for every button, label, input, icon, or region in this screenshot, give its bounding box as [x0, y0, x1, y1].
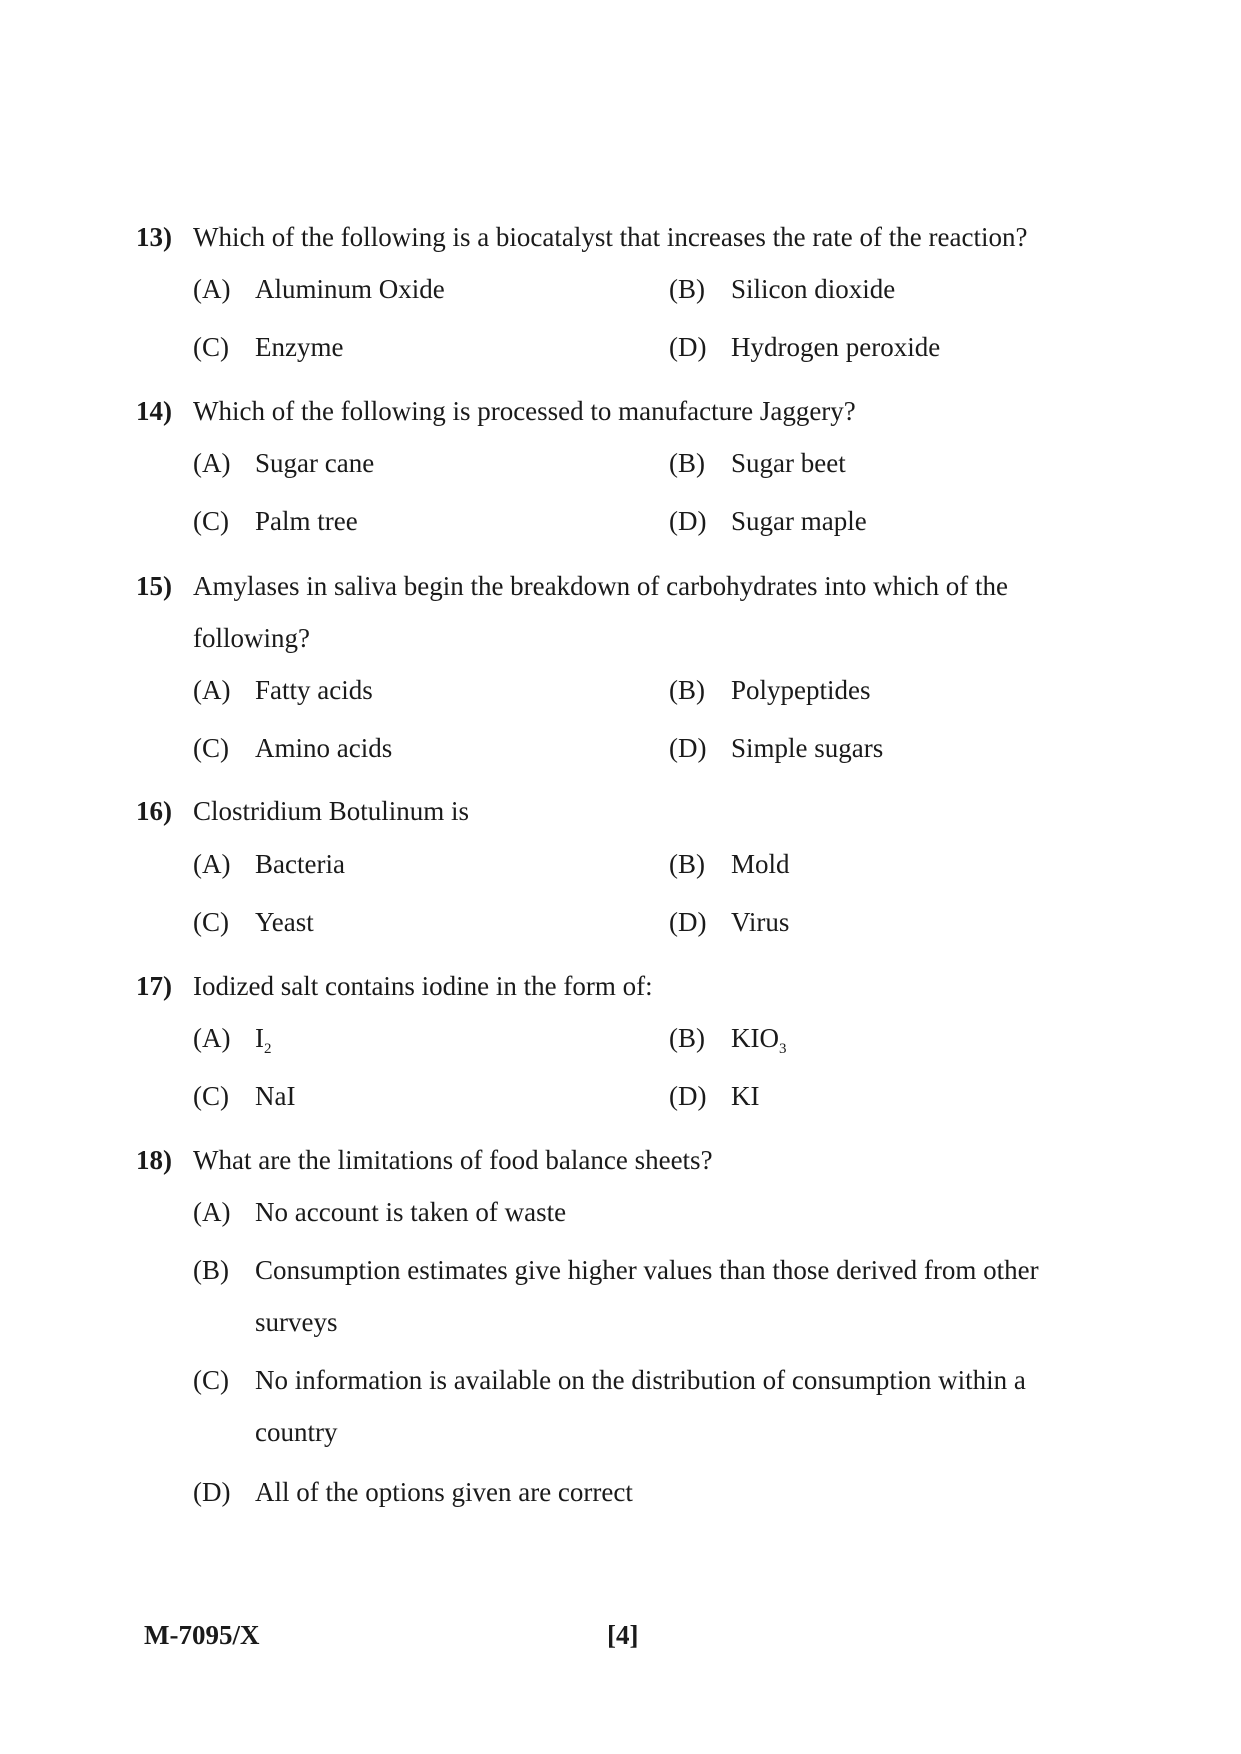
- option-label: (B): [669, 448, 705, 478]
- option-b: [669, 437, 846, 489]
- option-text: Silicon dioxide: [731, 274, 896, 304]
- page-number: [4]: [607, 1620, 639, 1650]
- option-text: Palm tree: [255, 506, 358, 536]
- option-label: (D): [669, 907, 707, 937]
- question-number: 14): [136, 396, 172, 426]
- option-subscript: 3: [779, 1041, 787, 1057]
- option-label: (A): [193, 1197, 231, 1227]
- option-text: Hydrogen peroxide: [731, 332, 941, 362]
- option-text: NaI: [255, 1081, 296, 1111]
- option-label: (C): [193, 506, 229, 536]
- option-text: Bacteria: [255, 849, 345, 879]
- question-text: Iodized salt contains iodine in the form of:: [193, 971, 653, 1001]
- option-c: [193, 1070, 295, 1122]
- option-label: (B): [669, 1023, 705, 1053]
- option-text: KIO: [731, 1023, 779, 1053]
- option-a: [193, 1012, 272, 1064]
- question-number: 16): [136, 796, 172, 826]
- option-text: KI: [731, 1081, 760, 1111]
- option-c: [193, 722, 392, 774]
- option-label: (A): [193, 274, 231, 304]
- option-a: [193, 263, 445, 315]
- question-text: Which of the following is a biocatalyst that increases the rate of the reaction?: [193, 222, 1028, 252]
- option-label: (D): [669, 1081, 707, 1111]
- option-d: [669, 495, 867, 547]
- option-text: Simple sugars: [731, 733, 884, 763]
- option-text: Polypeptides: [731, 675, 871, 705]
- option-label: (C): [193, 1365, 229, 1395]
- option-d: [669, 1070, 760, 1122]
- option-label: (C): [193, 907, 229, 937]
- option-subscript: 2: [264, 1041, 272, 1057]
- option-text: No information is available on the distribution of consumption within a country: [255, 1365, 1026, 1447]
- question-15: [136, 560, 1096, 664]
- option-label: (A): [193, 849, 231, 879]
- option-label: (D): [669, 506, 707, 536]
- option-text: Fatty acids: [255, 675, 373, 705]
- option-label: (B): [669, 675, 705, 705]
- option-label: (A): [193, 1023, 231, 1053]
- option-b: [669, 664, 871, 716]
- option-label: (C): [193, 332, 229, 362]
- option-c: [193, 1354, 1073, 1458]
- question-13: [136, 211, 1096, 263]
- option-text: I: [255, 1023, 264, 1053]
- option-label: (C): [193, 733, 229, 763]
- option-a: [193, 1186, 1073, 1238]
- option-text: Mold: [731, 849, 790, 879]
- option-c: [193, 495, 358, 547]
- option-d: [669, 321, 940, 373]
- option-b: [669, 838, 790, 890]
- option-b: [669, 1012, 787, 1064]
- option-label: (A): [193, 448, 231, 478]
- question-text: What are the limitations of food balance sheets?: [193, 1145, 713, 1175]
- option-d: [193, 1466, 1073, 1518]
- option-a: [193, 437, 374, 489]
- question-text: Clostridium Botulinum is: [193, 796, 470, 826]
- option-text: No account is taken of waste: [255, 1197, 567, 1227]
- option-label: (C): [193, 1081, 229, 1111]
- option-text: Sugar cane: [255, 448, 375, 478]
- option-text: Yeast: [255, 907, 314, 937]
- question-17: [136, 960, 1096, 1012]
- option-c: [193, 896, 314, 948]
- question-18: [136, 1134, 1096, 1186]
- option-c: [193, 321, 343, 373]
- option-text: Consumption estimates give higher values than those derived from other surveys: [255, 1255, 1039, 1337]
- option-b: [193, 1244, 1073, 1348]
- question-14: [136, 385, 1096, 437]
- option-d: [669, 722, 883, 774]
- option-d: [669, 896, 789, 948]
- option-label: (A): [193, 675, 231, 705]
- paper-code: M-7095/X: [144, 1620, 260, 1650]
- option-label: (B): [669, 849, 705, 879]
- option-text: Virus: [731, 907, 790, 937]
- option-a: [193, 838, 345, 890]
- option-text: Sugar beet: [731, 448, 846, 478]
- question-text: Amylases in saliva begin the breakdown of carbohydrates into which of the following?: [193, 571, 1009, 653]
- question-text: Which of the following is processed to manufacture Jaggery?: [193, 396, 856, 426]
- option-label: (B): [669, 274, 705, 304]
- question-number: 18): [136, 1145, 172, 1175]
- question-number: 17): [136, 971, 172, 1001]
- option-label: (D): [669, 332, 707, 362]
- option-a: [193, 664, 373, 716]
- option-text: Aluminum Oxide: [255, 274, 445, 304]
- option-text: All of the options given are correct: [255, 1477, 633, 1507]
- question-number: 15): [136, 571, 172, 601]
- option-text: Enzyme: [255, 332, 344, 362]
- option-b: [669, 263, 895, 315]
- option-label: (B): [193, 1255, 229, 1285]
- option-label: (D): [669, 733, 707, 763]
- option-label: (D): [193, 1477, 231, 1507]
- question-16: [136, 785, 1096, 837]
- option-text: Amino acids: [255, 733, 393, 763]
- question-number: 13): [136, 222, 172, 252]
- option-text: Sugar maple: [731, 506, 867, 536]
